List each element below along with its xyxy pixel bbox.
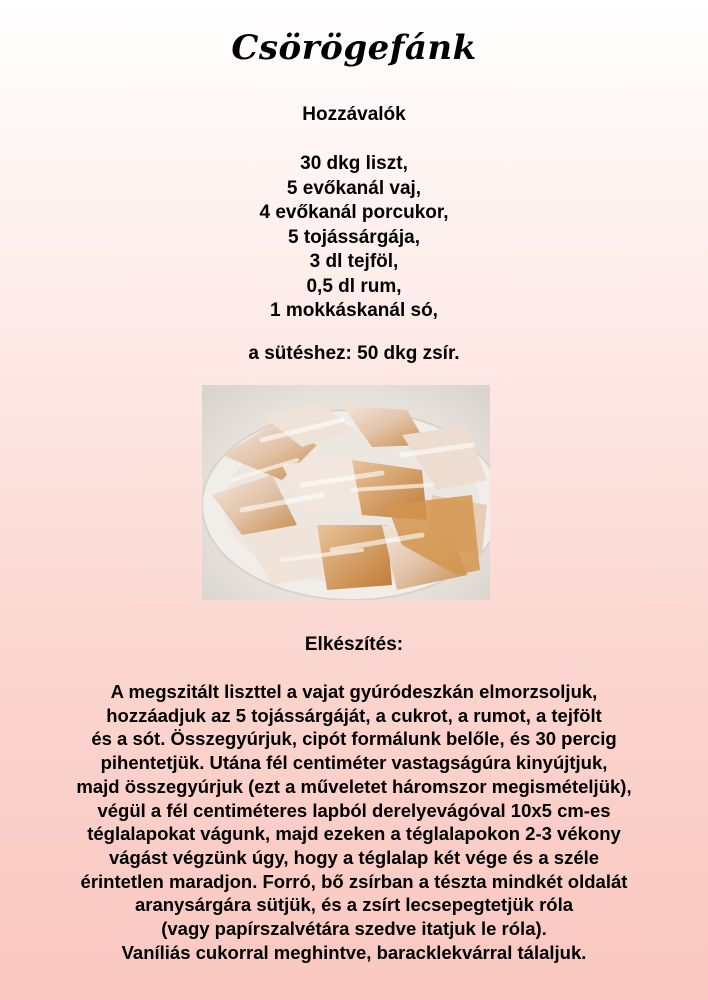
frying-fat-note: a sütéshez: 50 dkg zsír. <box>248 343 460 364</box>
ingredient-item: 1 mokkáskanál só, <box>270 300 438 321</box>
preparation-line: téglalapokat vágunk, majd ezeken a téglalapokon 2-3 vékony <box>87 823 621 845</box>
ingredient-item: 5 evőkanál vaj, <box>286 177 422 199</box>
preparation-line: majd összegyúrjuk (ezt a műveletet háromszor megismételjük), <box>76 775 632 797</box>
preparation-line: Vaníliás cukorral meghintve, baracklekvárral tálaljuk. <box>121 941 587 963</box>
ingredients-heading: Hozzávalók <box>302 104 406 125</box>
ingredient-item: 30 dkg liszt, <box>300 153 408 174</box>
ingredient-item: 4 evőkanál porcukor, <box>259 202 449 223</box>
preparation-line: és a sót. Összegyúrjuk, cipót formálunk belőle, és 30 percig <box>91 728 617 750</box>
recipe-title: Csörögefánk <box>231 28 477 68</box>
pastry-photo <box>202 385 490 600</box>
ingredient-item: 3 dl tejföl, <box>309 251 399 272</box>
preparation-line: hozzáadjuk az 5 tojássárgáját, a cukrot, a rumot, a tejfölt <box>106 704 602 726</box>
preparation-line: (vagy papírszalvétára szedve itatjuk le róla). <box>161 918 547 940</box>
preparation-line: végül a fél centiméteres lapból derelyevágóval 10x5 cm-es <box>97 799 611 821</box>
preparation-line: aranysárgára sütjük, és a zsírt lecsepegtetjük róla <box>134 894 574 916</box>
preparation-heading: Elkészítés: <box>304 634 404 655</box>
preparation-line: érintetlen maradjon. Forró, bő zsírban a tészta mindkét oldalát <box>80 870 628 892</box>
preparation-text <box>20 680 688 964</box>
ingredient-item: 5 tojássárgája, <box>287 226 421 248</box>
preparation-line: pihentetjük. Utána fél centiméter vastagságúra kinyújtjuk, <box>100 752 608 774</box>
ingredient-item: 0,5 dl rum, <box>306 275 402 297</box>
ingredients-list <box>0 152 708 324</box>
preparation-line: A megszitált liszttel a vajat gyúródeszkán elmorzsoljuk, <box>110 681 598 702</box>
preparation-line: vágást végzünk úgy, hogy a téglalap két vége és a széle <box>108 846 600 868</box>
pastry-photo-icon <box>202 385 490 600</box>
